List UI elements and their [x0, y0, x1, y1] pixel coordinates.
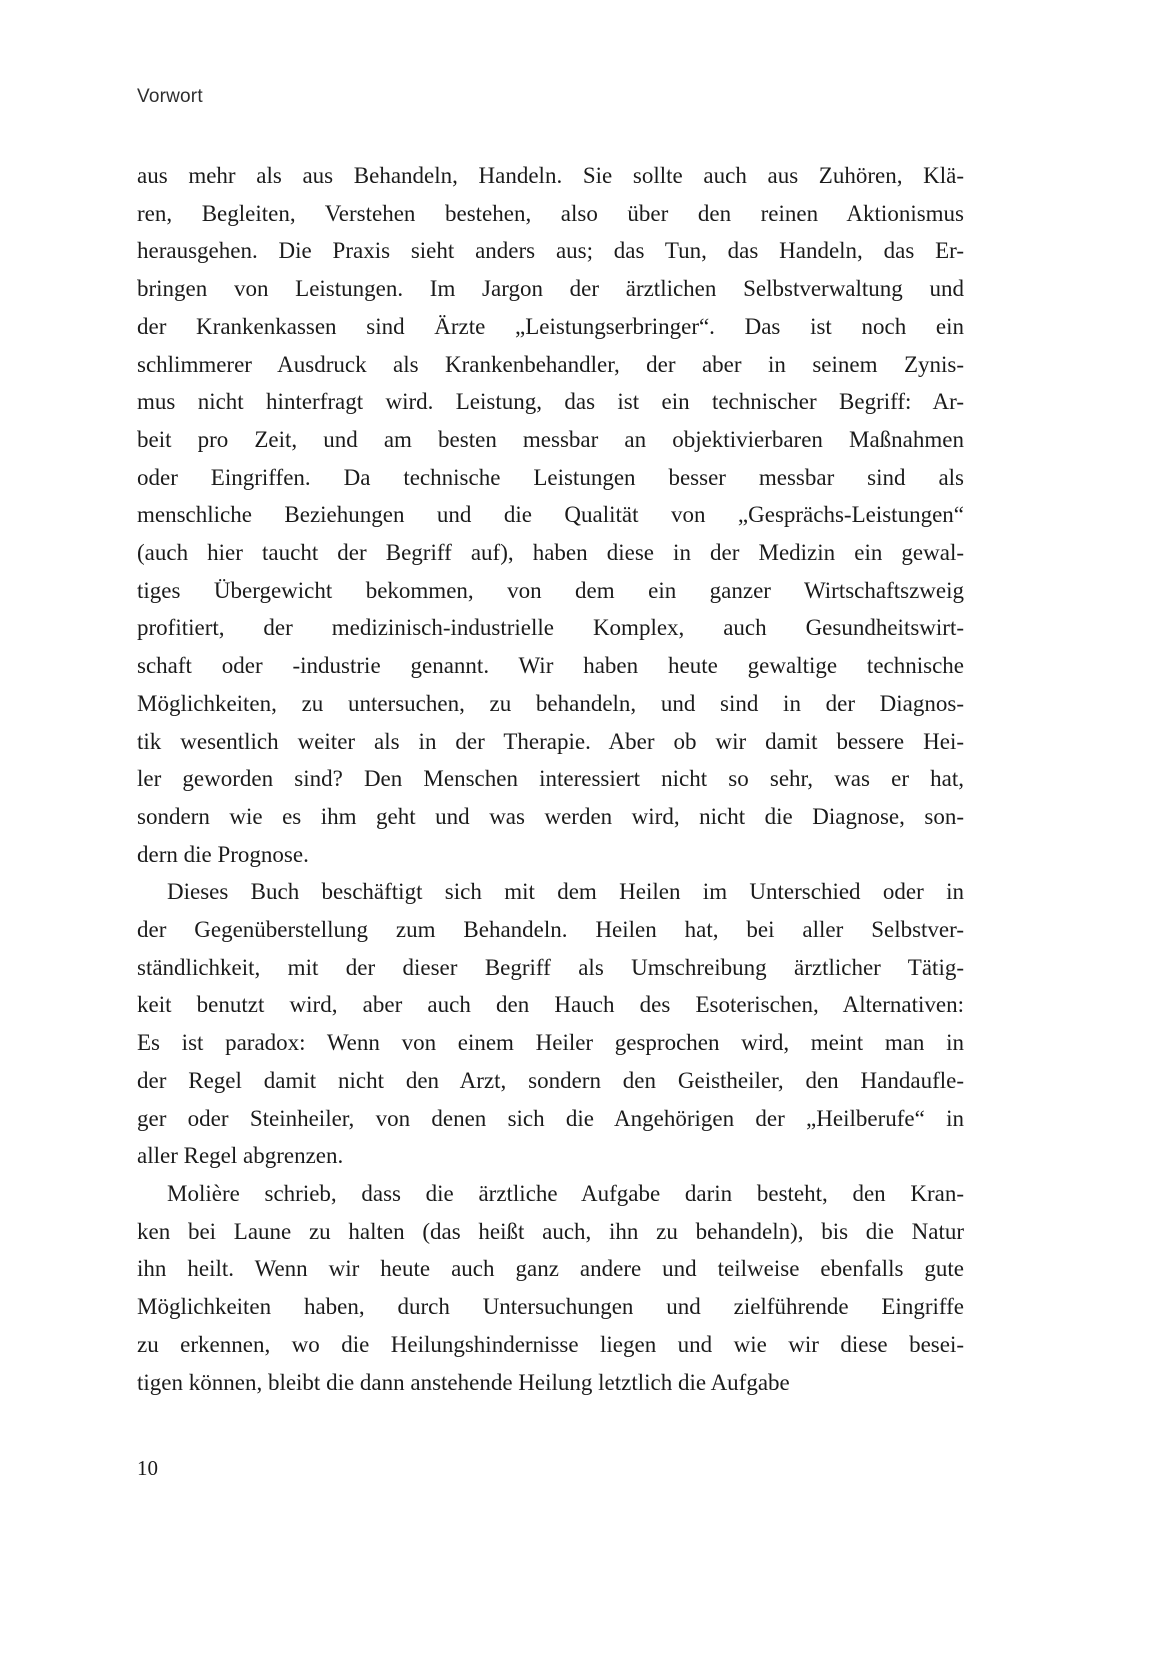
text-line: aller Regel abgrenzen.: [137, 1143, 344, 1169]
text-block: [137, 157, 964, 1401]
text-line: ken bei Laune zu halten (das heißt auch, ihn zu behandeln), bis die Natur: [137, 1218, 964, 1244]
text-line: profitiert, der medizinisch-industrielle Komplex, auch Gesundheitswirt-: [137, 615, 964, 641]
text-line: der Krankenkassen sind Ärzte „Leistungserbringer“. Das ist noch ein: [137, 313, 964, 339]
text-line: mus nicht hinterfragt wird. Leistung, das ist ein technischer Begriff: Ar-: [137, 389, 964, 415]
page-number: 10: [137, 1456, 158, 1480]
text-line: der Gegenüberstellung zum Behandeln. Heilen hat, bei aller Selbstver-: [137, 917, 964, 943]
text-line: beit pro Zeit, und am besten messbar an objektivierbaren Maßnahmen: [137, 426, 964, 452]
text-line: dern die Prognose.: [137, 841, 309, 867]
text-line: schlimmerer Ausdruck als Krankenbehandler, der aber in seinem Zynis-: [137, 351, 964, 377]
text-line: Es ist paradox: Wenn von einem Heiler gesprochen wird, meint man in: [137, 1030, 964, 1056]
text-line: tik wesentlich weiter als in der Therapie. Aber ob wir damit bessere Hei-: [137, 728, 964, 754]
text-line: tigen können, bleibt die dann anstehende Heilung letztlich die Aufgabe: [137, 1369, 790, 1395]
text-line: ger oder Steinheiler, von denen sich die Angehörigen der „Heilberufe“ in: [137, 1105, 964, 1131]
text-line: ren, Begleiten, Verstehen bestehen, also über den reinen Aktionismus: [137, 200, 964, 226]
text-line: herausgehen. Die Praxis sieht anders aus; das Tun, das Handeln, das Er-: [137, 238, 964, 264]
text-line: bringen von Leistungen. Im Jargon der ärztlichen Selbstverwaltung und: [137, 276, 964, 302]
text-line: Dieses Buch beschäftigt sich mit dem Heilen im Unterschied oder in: [167, 879, 964, 905]
text-line: keit benutzt wird, aber auch den Hauch des Esoterischen, Alternativen:: [137, 992, 964, 1018]
running-header: Vorwort: [137, 86, 203, 107]
paragraph: [137, 1175, 964, 1401]
text-line: oder Eingriffen. Da technische Leistungen besser messbar sind als: [137, 464, 964, 490]
text-line: Möglichkeiten haben, durch Untersuchungen und zielführende Eingriffe: [137, 1294, 964, 1320]
text-line: tiges Übergewicht bekommen, von dem ein ganzer Wirtschaftszweig: [137, 577, 964, 603]
text-line: (auch hier taucht der Begriff auf), haben diese in der Medizin ein gewal-: [137, 540, 964, 566]
paragraph: [137, 873, 964, 1175]
text-line: Molière schrieb, dass die ärztliche Aufgabe darin besteht, den Kran-: [167, 1180, 964, 1206]
text-line: ständlichkeit, mit der dieser Begriff als Umschreibung ärztlicher Tätig-: [137, 954, 964, 980]
text-line: menschliche Beziehungen und die Qualität von „Gesprächs-Leistungen“: [137, 502, 964, 528]
paragraph: [137, 157, 964, 873]
text-line: Möglichkeiten, zu untersuchen, zu behandeln, und sind in der Diagnos-: [137, 690, 964, 716]
text-line: sondern wie es ihm geht und was werden wird, nicht die Diagnose, son-: [137, 803, 964, 829]
text-line: schaft oder -industrie genannt. Wir haben heute gewaltige technische: [137, 653, 964, 679]
text-line: ler geworden sind? Den Menschen interessiert nicht so sehr, was er hat,: [137, 766, 964, 792]
text-line: zu erkennen, wo die Heilungshindernisse liegen und wie wir diese besei-: [137, 1331, 964, 1357]
text-line: aus mehr als aus Behandeln, Handeln. Sie sollte auch aus Zuhören, Klä-: [137, 163, 964, 188]
text-line: ihn heilt. Wenn wir heute auch ganz andere und teilweise ebenfalls gute: [137, 1256, 964, 1282]
text-line: der Regel damit nicht den Arzt, sondern den Geistheiler, den Handaufle-: [137, 1067, 964, 1093]
